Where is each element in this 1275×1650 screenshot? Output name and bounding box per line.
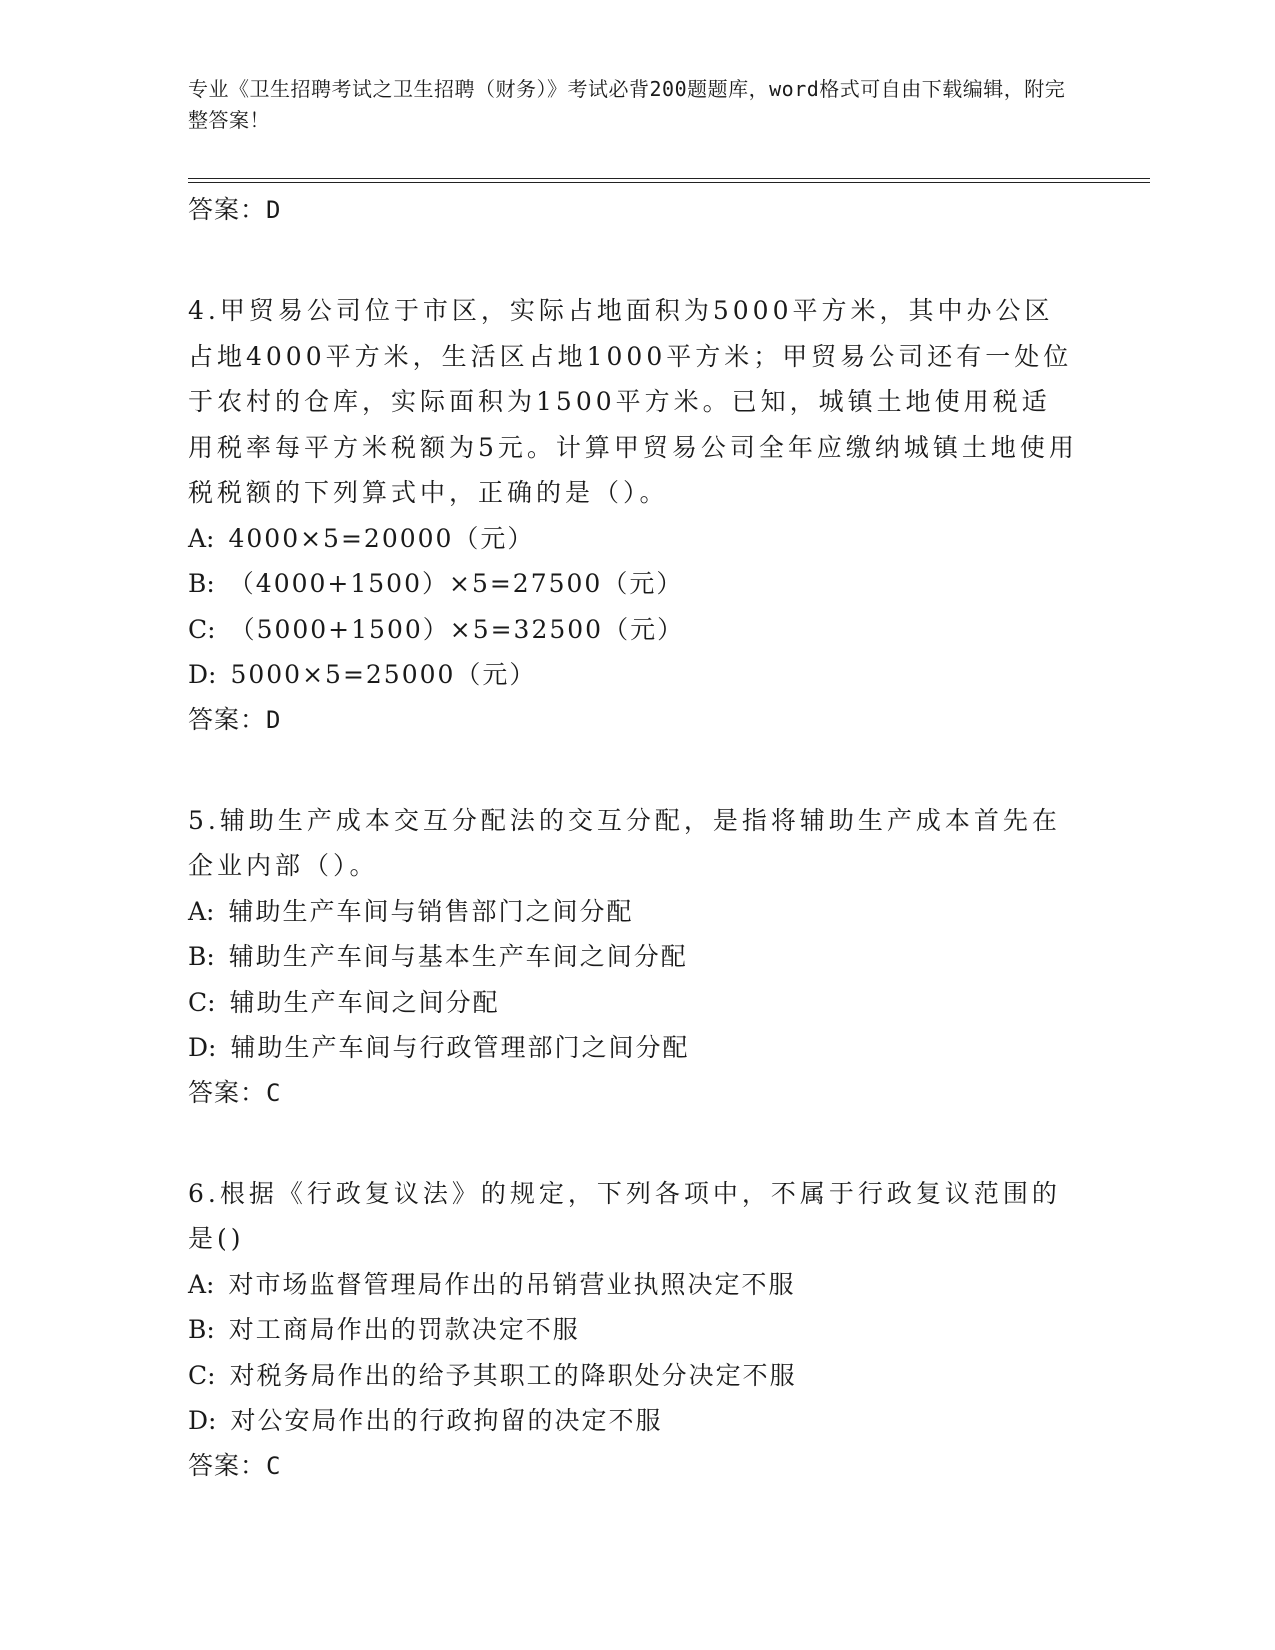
header-divider [188, 178, 1150, 179]
answer-line [188, 698, 1088, 742]
option-b: B: 辅助生产车间与基本生产车间之间分配 [188, 942, 688, 971]
page-header: 专业《卫生招聘考试之卫生招聘（财务）》考试必背200题题库，word格式可自由下载编辑，附完整答案！ [188, 77, 1066, 132]
option-a: A: 4000×5=20000（元） [188, 523, 535, 553]
option-c: C: 对税务局作出的给予其职工的降职处分决定不服 [188, 1360, 797, 1390]
option-c: C: （5000+1500）×5=32500（元） [188, 614, 685, 644]
answer-label: 答案： [188, 195, 267, 224]
option-d: D: 5000×5=25000（元） [188, 660, 537, 689]
question-stem: 5.辅助生产成本交互分配法的交互分配，是指将辅助生产成本首先在企业内部（）。 [188, 805, 1061, 880]
question-6 [188, 1171, 1088, 1488]
question-stem: 6.根据《行政复议法》的规定，下列各项中，不属于行政复议范围的是() [188, 1178, 1061, 1253]
answer-value: C [266, 1451, 281, 1480]
question-4 [188, 288, 1088, 742]
option-a: A: 对市场监督管理局作出的吊销营业执照决定不服 [188, 1269, 796, 1299]
answer-value: C [266, 1078, 281, 1107]
answer-label: 答案： [188, 1077, 267, 1107]
question-stem: 4.甲贸易公司位于市区，实际占地面积为5000平方米，其中办公区占地4000平方米，生活区占地1000平方米；甲贸易公司还有一处位于农村的仓库，实际面积为1500平方米。已知，城镇土地使用税适用税率每平方米税额为5元。计算甲贸易公司全年应缴纳城镇土地使用税税额的下列算式中，正确的是（）。 [188, 296, 1078, 507]
document-body [188, 188, 1088, 1488]
option-a: A: 辅助生产车间与销售部门之间分配 [188, 896, 634, 926]
option-b: B: （4000+1500）×5=27500（元） [188, 569, 684, 598]
option-d: D: 对公安局作出的行政拘留的决定不服 [188, 1406, 663, 1435]
answer-value: D [266, 196, 281, 224]
header-divider-second [188, 182, 1150, 183]
answer-line [188, 1444, 1088, 1488]
question-5 [188, 798, 1088, 1115]
option-c: C: 辅助生产车间之间分配 [188, 987, 500, 1017]
option-b: B: 对工商局作出的罚款决定不服 [188, 1315, 580, 1344]
answer-value: D [266, 705, 281, 734]
option-d: D: 辅助生产车间与行政管理部门之间分配 [188, 1033, 690, 1062]
answer-line [188, 188, 1088, 232]
answer-label: 答案： [188, 704, 267, 734]
answer-line [188, 1071, 1088, 1115]
answer-label: 答案： [188, 1450, 267, 1480]
